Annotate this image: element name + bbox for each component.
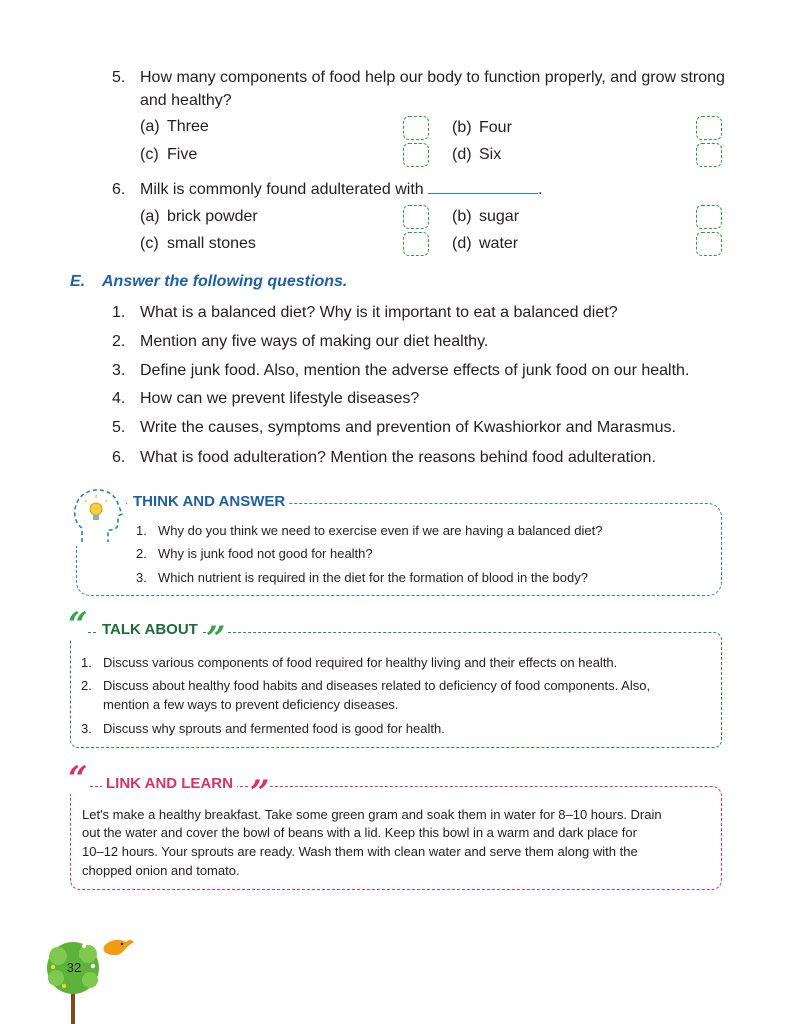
link-and-learn-title: LINK AND LEARN (102, 775, 237, 792)
checkbox-6a[interactable] (403, 205, 429, 229)
option-5b: (b) Four (452, 119, 512, 136)
close-quote-icon: ” (206, 619, 226, 659)
think-and-answer-title: THINK AND ANSWER (129, 493, 289, 510)
section-title: Answer the following questions. (102, 273, 348, 290)
option-6a: (a) brick powder (140, 208, 258, 225)
checkbox-6d[interactable] (696, 232, 722, 256)
page-number: 32 (66, 960, 82, 975)
tree-icon (44, 934, 136, 1024)
option-6b: (b) sugar (452, 208, 520, 225)
checkbox-5c[interactable] (403, 143, 429, 167)
option-5a: (a) Three (140, 118, 209, 135)
option-6c: (c) small stones (140, 235, 256, 252)
paragraph-line: out the water and cover the bowl of beans with a lid. Keep this bowl in a warm and dark place for (82, 825, 637, 840)
option-5d: (d) Six (452, 146, 502, 163)
question-6 (0, 178, 790, 202)
lightbulb-head-icon (68, 484, 126, 546)
open-quote-icon: “ (68, 759, 88, 799)
question-5 (0, 66, 790, 112)
paragraph-line: 10–12 hours. Your sprouts are ready. Wash them with clean water and serve them along with the (82, 844, 638, 859)
question-text: How many components of food help our body to function properly, and grow strong and healthy? (140, 69, 725, 109)
paragraph-line: chopped onion and tomato. (82, 863, 240, 878)
question-text: Milk is commonly found adulterated with . (140, 181, 543, 198)
option-5c: (c) Five (140, 146, 198, 163)
answer-blank[interactable] (428, 180, 538, 194)
paragraph-line: Let's make a healthy breakfast. Take some green gram and soak them in water for 8–10 hours. Drain (82, 807, 662, 822)
option-6d: (d) water (452, 235, 519, 252)
checkbox-6c[interactable] (403, 232, 429, 256)
checkbox-6b[interactable] (696, 205, 722, 229)
checkbox-5b[interactable] (696, 116, 722, 140)
checkbox-5d[interactable] (696, 143, 722, 167)
close-quote-icon: ” (250, 773, 270, 813)
question-number: 6. (112, 181, 126, 198)
section-letter: E. (70, 273, 86, 290)
question-number: 5. (112, 69, 126, 86)
checkbox-5a[interactable] (403, 116, 429, 140)
talk-about-title: TALK ABOUT (98, 621, 202, 638)
open-quote-icon: “ (68, 605, 88, 645)
